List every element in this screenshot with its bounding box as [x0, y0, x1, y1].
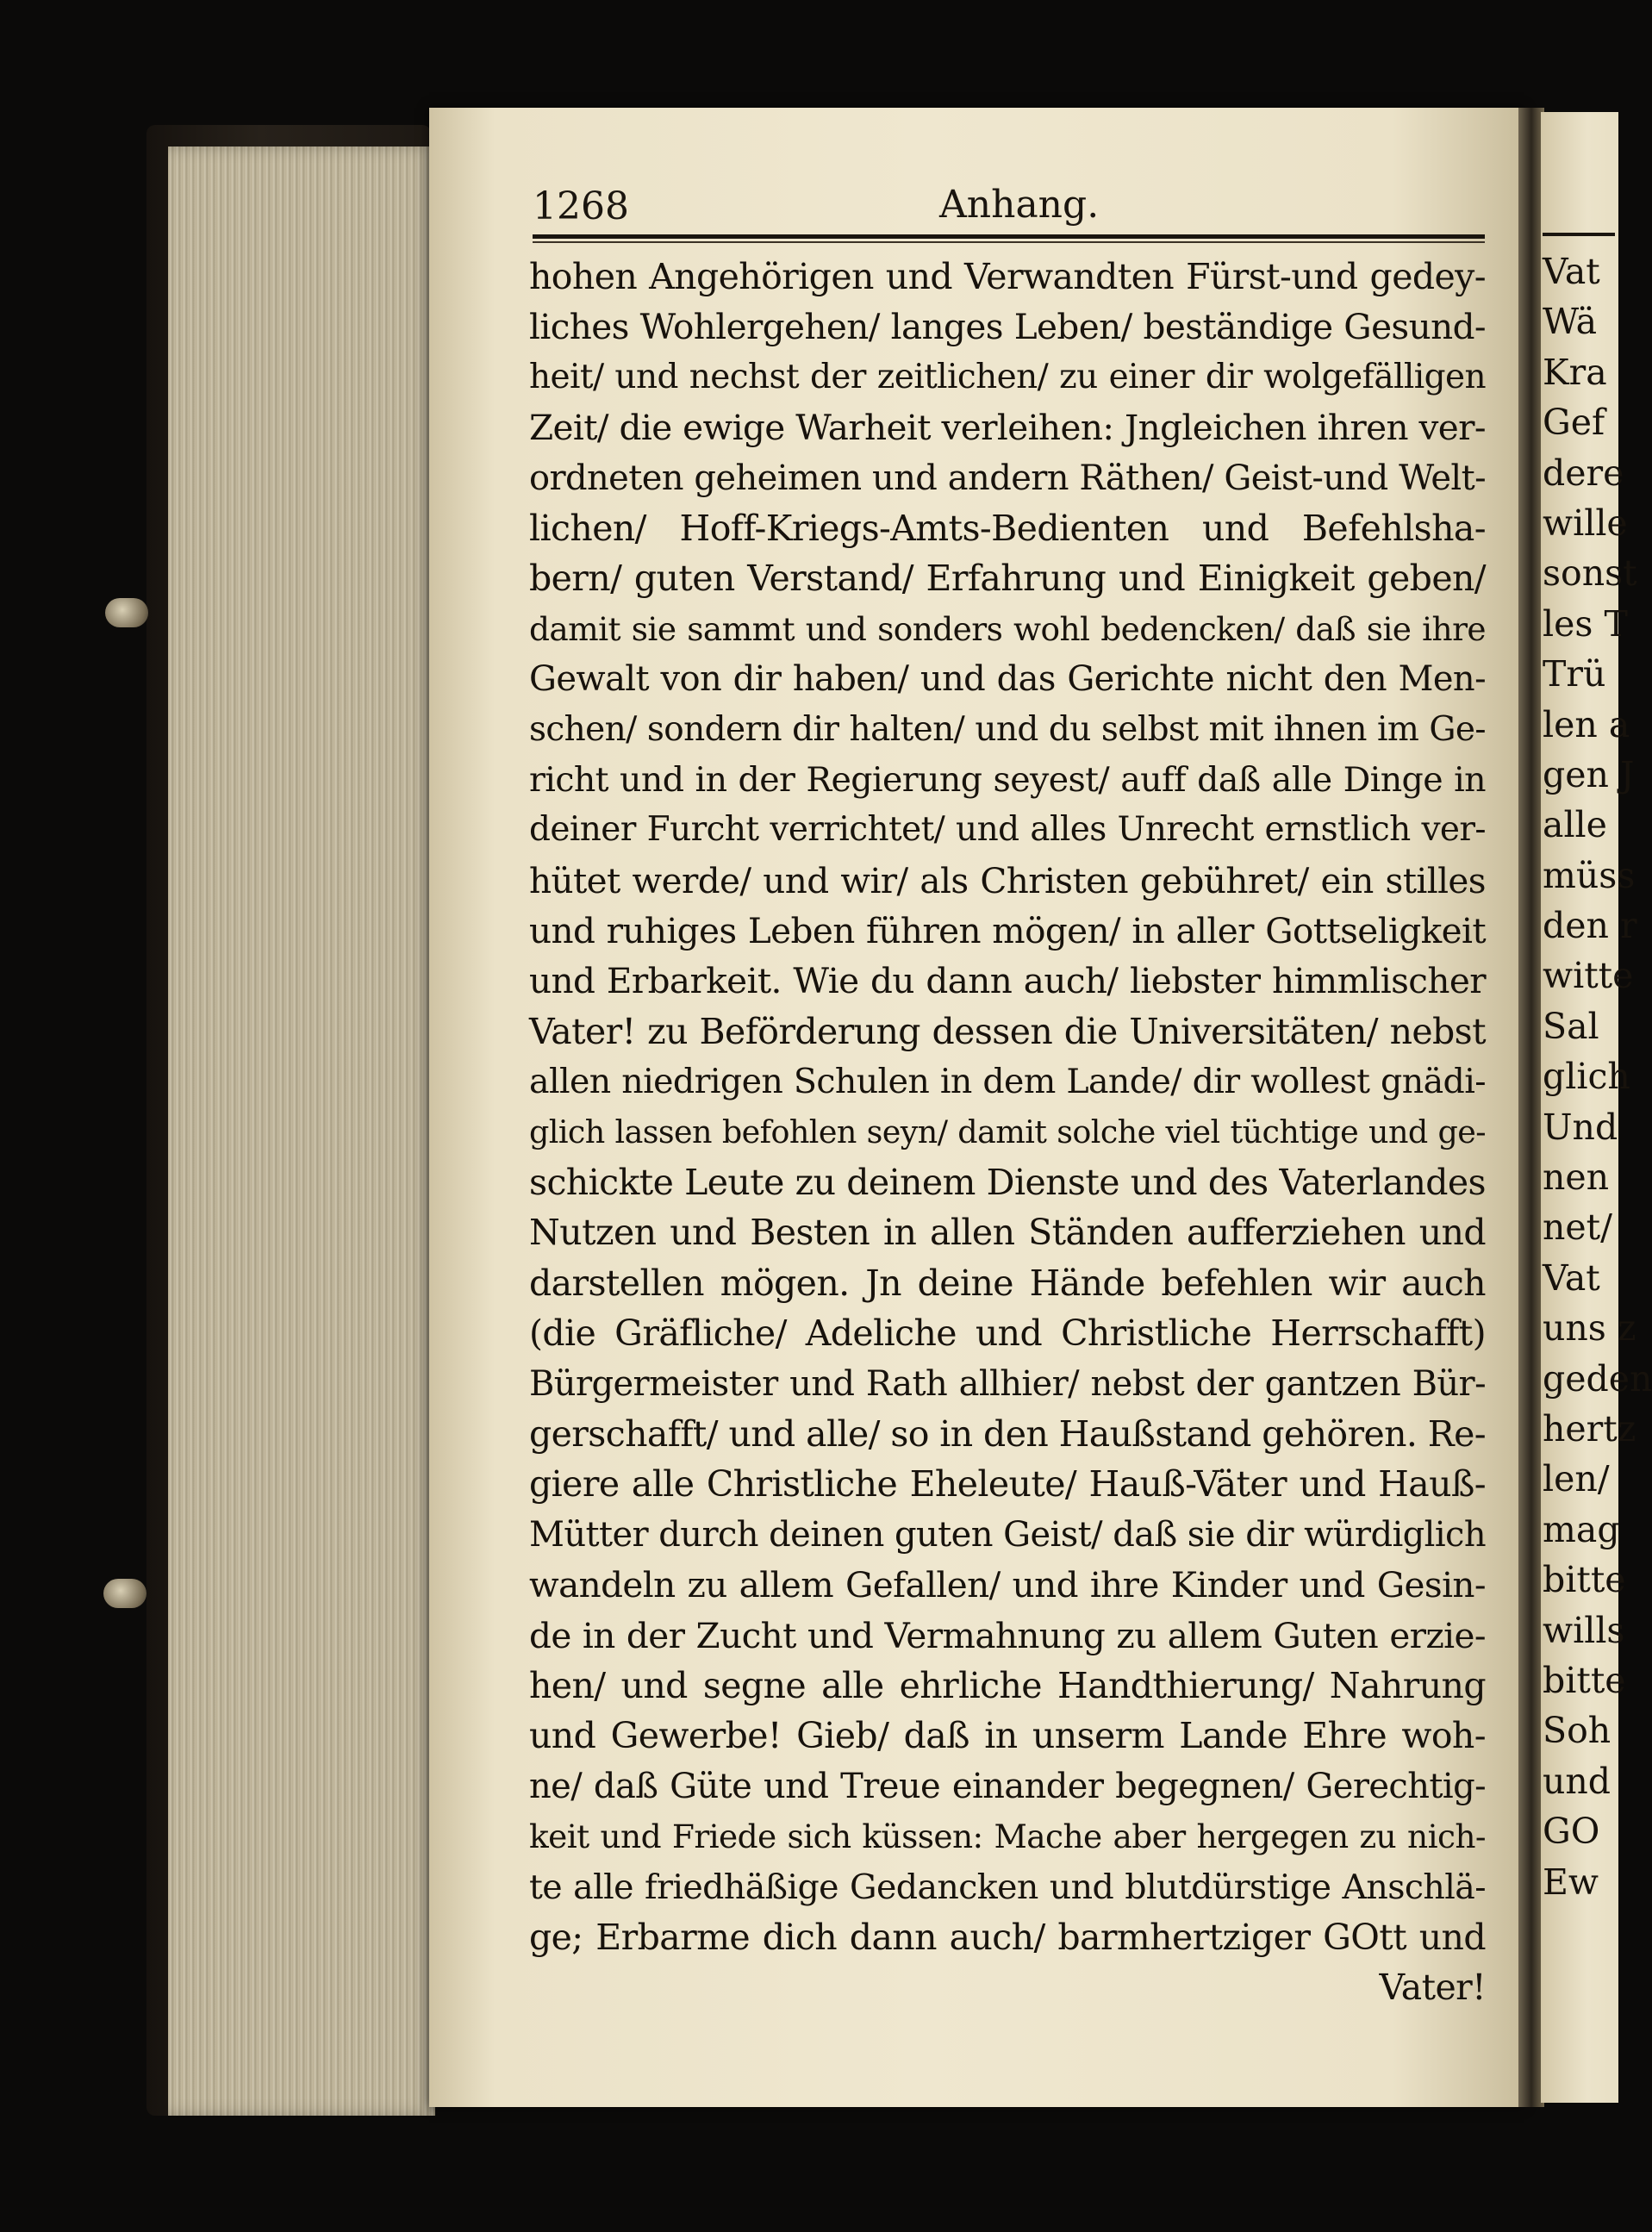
facing-line: geden [1543, 1357, 1652, 1400]
facing-line: hertz [1543, 1407, 1636, 1450]
facing-line: müss [1543, 854, 1636, 896]
facing-line: Und [1543, 1106, 1618, 1148]
page-edges [168, 147, 435, 2116]
facing-line: Sal [1543, 1005, 1599, 1047]
facing-line: Soh [1543, 1710, 1611, 1752]
header-rule-thin [533, 241, 1485, 243]
text-line: lichen/ Hoff-Kriegs-Amts-Bedienten und Befehlsha- [529, 507, 1486, 549]
facing-line: Vat [1543, 1256, 1600, 1299]
facing-line: und [1543, 1760, 1611, 1802]
header-rule [533, 234, 1485, 239]
facing-line: wills [1543, 1609, 1625, 1651]
facing-line: mag [1543, 1508, 1620, 1550]
facing-line: alle [1543, 804, 1607, 846]
facing-page-text [1541, 246, 1652, 1907]
text-line: allen niedrigen Schulen in dem Lande/ dir wollest gnädi- [529, 1062, 1486, 1102]
text-line: Mütter durch deinen guten Geist/ daß sie dir würdiglich [529, 1514, 1486, 1555]
text-line: liches Wohlergehen/ langes Leben/ beständige Gesund- [529, 306, 1486, 348]
text-line: schen/ sondern dir halten/ und du selbst mit ihnen im Ge- [529, 709, 1486, 749]
text-line: ordneten geheimen und andern Räthen/ Geist-und Welt- [529, 458, 1486, 498]
text-line: Gewalt von dir haben/ und das Gerichte nicht den Men- [529, 659, 1486, 700]
facing-line: wille [1543, 502, 1628, 544]
text-line: damit sie sammt und sonders wohl bedencken/ daß sie ihre [529, 609, 1486, 648]
facing-page-rule [1543, 233, 1615, 236]
facing-line: den r [1543, 905, 1637, 947]
facing-line: sonst [1543, 552, 1637, 595]
text-line: deiner Furcht verrichtet/ und alles Unrecht ernstlich ver- [529, 810, 1486, 850]
facing-line: dere [1543, 452, 1624, 494]
facing-line: Gef [1543, 402, 1605, 444]
running-head: Anhang. [939, 183, 1100, 227]
text-line: heit/ und nechst der zeitlichen/ zu einer dir wolgefälligen [529, 357, 1486, 396]
text-line: hen/ und segne alle ehrliche Handthierung/ Nahrung [529, 1664, 1486, 1706]
text-line: Nutzen und Besten in allen Ständen aufferziehen und [529, 1212, 1486, 1254]
facing-line: nen [1543, 1157, 1610, 1199]
text-line: ne/ daß Güte und Treue einander begegnen/ Gerechtig- [529, 1766, 1486, 1806]
clasp-icon [105, 598, 148, 627]
facing-line: Wä [1543, 301, 1598, 343]
clasp-icon [103, 1579, 146, 1608]
text-line: gerschafft/ und alle/ so in den Haußstand gehören. Re- [529, 1412, 1486, 1455]
page-number: 1268 [533, 184, 629, 228]
text-line: hütet werde/ und wir/ als Christen gebühret/ ein stilles [529, 859, 1486, 901]
facing-line: les T [1543, 602, 1628, 645]
text-line: richt und in der Regierung seyest/ auff daß alle Dinge in [529, 759, 1486, 800]
facing-line: bitte [1543, 1559, 1626, 1601]
facing-line: Trü [1543, 653, 1606, 695]
body-text [529, 252, 1486, 2013]
text-line: ge; Erbarme dich dann auch/ barmhertziger GOtt und [529, 1916, 1486, 1958]
facing-line: Kra [1543, 351, 1607, 393]
facing-line: net/ [1543, 1206, 1612, 1249]
text-line: glich lassen befohlen seyn/ damit solche viel tüchtige und ge- [529, 1113, 1486, 1150]
text-line: und ruhiges Leben führen mögen/ in aller Gottseligkeit [529, 910, 1486, 952]
text-line: giere alle Christliche Eheleute/ Hauß-Väter und Hauß- [529, 1463, 1486, 1506]
facing-line: Ew [1543, 1861, 1599, 1903]
facing-line: witte [1543, 955, 1634, 997]
facing-line: len a [1543, 703, 1630, 745]
text-line: und Erbarkeit. Wie du dann auch/ liebster himmlischer [529, 960, 1486, 1002]
text-line: hohen Angehörigen und Verwandten Fürst-und gedey- [529, 256, 1486, 297]
text-line: Vater! zu Beförderung dessen die Universitäten/ nebst [529, 1010, 1486, 1052]
facing-line: len/ [1543, 1458, 1610, 1500]
text-line-final: Vater! [1379, 1967, 1486, 2009]
text-line: darstellen mögen. Jn deine Hände befehlen wir auch [529, 1262, 1486, 1304]
facing-line: glich [1543, 1056, 1630, 1098]
text-line: schickte Leute zu deinem Dienste und des Vaterlandes [529, 1162, 1486, 1204]
text-line: bern/ guten Verstand/ Erfahrung und Einigkeit geben/ [529, 558, 1486, 600]
facing-line: GO [1543, 1811, 1600, 1853]
text-line: keit und Friede sich küssen: Mache aber hergegen zu nich- [529, 1817, 1486, 1856]
facing-line: uns z [1543, 1307, 1636, 1350]
facing-line: Vat [1543, 251, 1600, 292]
text-line: (die Gräfliche/ Adeliche und Christliche Herrschafft) [529, 1312, 1486, 1355]
text-line: und Gewerbe! Gieb/ daß in unserm Lande Ehre woh- [529, 1715, 1486, 1757]
text-line: wandeln zu allem Gefallen/ und ihre Kinder und Gesin- [529, 1564, 1486, 1606]
text-line: te alle friedhäßige Gedancken und blutdürstige Anschlä- [529, 1867, 1486, 1907]
facing-line: bitte [1543, 1659, 1626, 1701]
facing-line: gen J [1543, 753, 1635, 795]
text-line: Bürgermeister und Rath allhier/ nebst der gantzen Bür- [529, 1363, 1486, 1404]
text-line: Zeit/ die ewige Warheit verleihen: Jngleichen ihren ver- [529, 407, 1486, 449]
text-line: de in der Zucht und Vermahnung zu allem Guten erzie- [529, 1614, 1486, 1656]
